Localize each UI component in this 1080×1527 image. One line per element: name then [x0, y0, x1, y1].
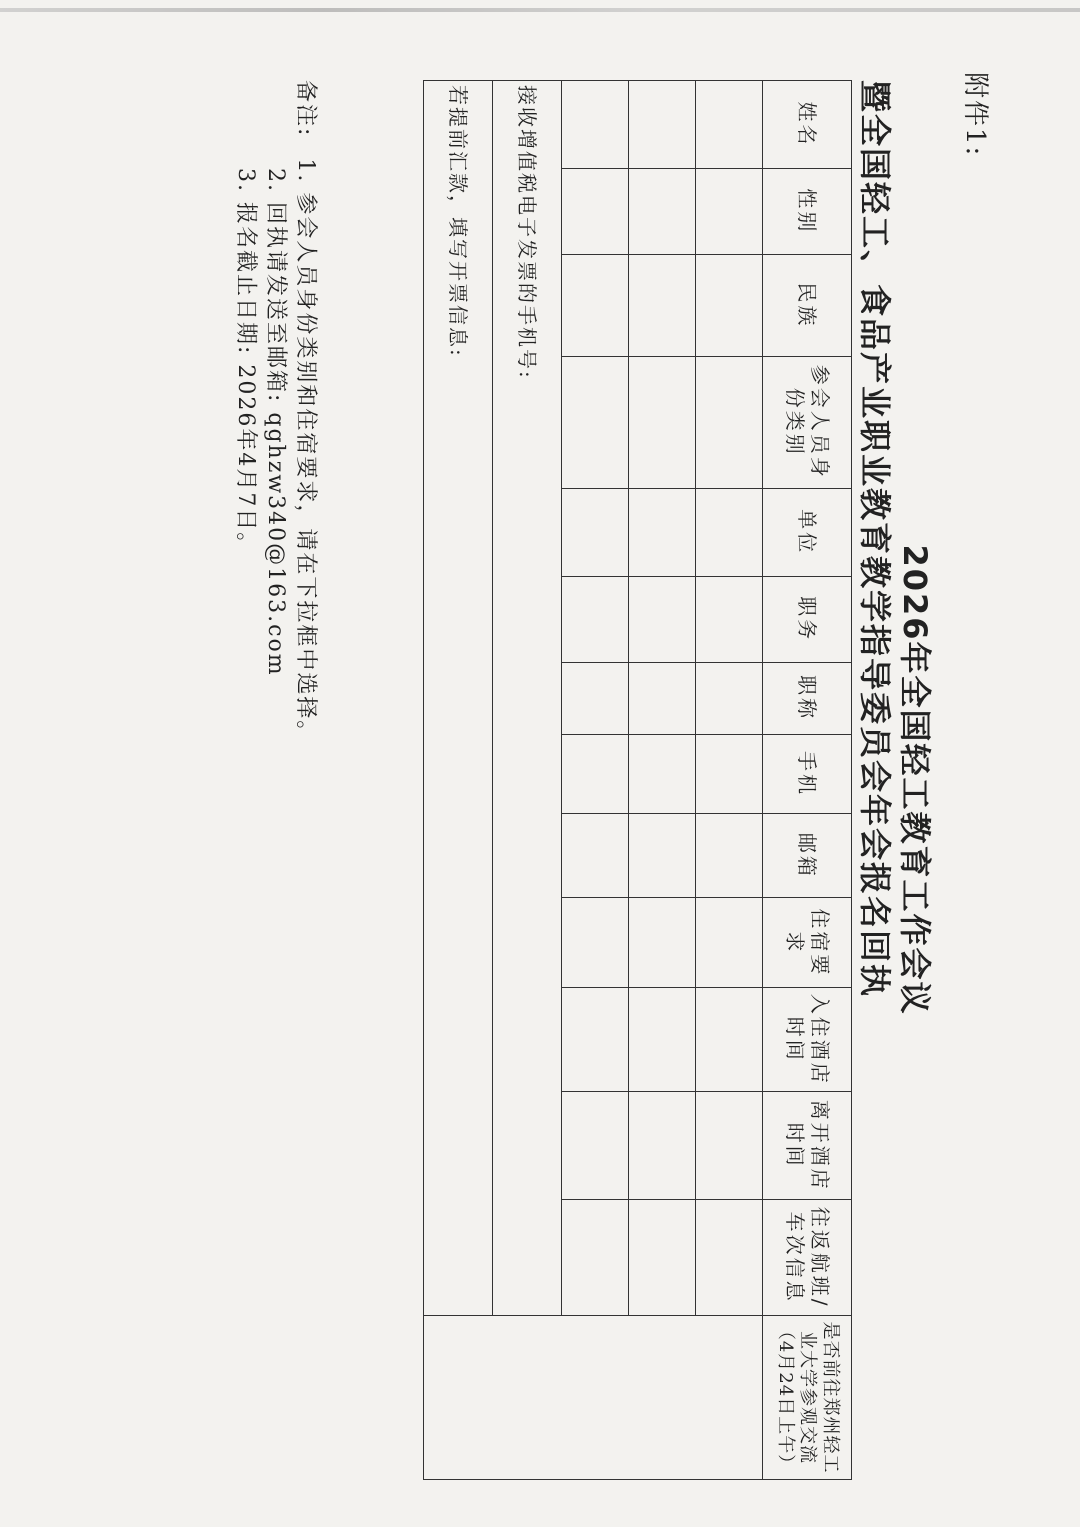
- header-accommodation: 住宿要求: [763, 898, 852, 988]
- table-cell[interactable]: [562, 988, 629, 1092]
- header-email: 邮箱: [763, 814, 852, 898]
- table-cell[interactable]: [629, 168, 696, 254]
- header-row: [763, 81, 852, 1480]
- header-identity-category: 参会人员身份类别: [763, 356, 852, 488]
- table-cell[interactable]: [629, 488, 696, 576]
- note-item: 3. 报名截止日期: 2026年4月7日。: [233, 168, 258, 557]
- invoice-phone-row: [493, 81, 562, 1480]
- table-cell[interactable]: [696, 254, 763, 356]
- table-cell[interactable]: [696, 488, 763, 576]
- table-cell[interactable]: [629, 1200, 696, 1316]
- header-visit-question: 是否前往郑州轻工业大学参观交流（4月24日上午）: [763, 1316, 852, 1480]
- table-cell[interactable]: [629, 356, 696, 488]
- rotated-form: [80, 60, 1000, 1500]
- table-cell[interactable]: [696, 168, 763, 254]
- header-checkin-time: 入住酒店时间: [763, 988, 852, 1092]
- table-cell[interactable]: [562, 254, 629, 356]
- table-cell[interactable]: [696, 814, 763, 898]
- title-line-1: 2026年全国轻工教育工作会议: [896, 544, 934, 1016]
- header-checkout-time: 离开酒店时间: [763, 1092, 852, 1200]
- table-cell[interactable]: [562, 898, 629, 988]
- table-cell[interactable]: [629, 988, 696, 1092]
- table-cell[interactable]: [696, 898, 763, 988]
- header-ethnicity: 民族: [763, 254, 852, 356]
- attachment-label: 附件1:: [960, 72, 990, 158]
- table-cell[interactable]: [562, 488, 629, 576]
- table-cell[interactable]: [629, 1092, 696, 1200]
- table-cell[interactable]: [629, 898, 696, 988]
- table-cell[interactable]: [696, 662, 763, 734]
- table-cell[interactable]: [562, 1092, 629, 1200]
- table-cell[interactable]: [629, 576, 696, 662]
- table-cell[interactable]: [562, 81, 629, 169]
- table-cell[interactable]: [562, 356, 629, 488]
- invoice-info-field[interactable]: 若提前汇款，填写开票信息:: [424, 81, 493, 1316]
- title-line-2: 暨全国轻工、食品产业职业教育教学指导委员会年会报名回执: [856, 80, 894, 999]
- table-cell[interactable]: [562, 734, 629, 814]
- table-cell[interactable]: [629, 662, 696, 734]
- table-cell[interactable]: [562, 168, 629, 254]
- table-cell[interactable]: [562, 1200, 629, 1316]
- table-row: [696, 81, 763, 1480]
- table-cell[interactable]: [629, 734, 696, 814]
- table-cell[interactable]: [562, 662, 629, 734]
- table-cell[interactable]: [696, 81, 763, 169]
- table-row: [562, 81, 629, 1480]
- table-cell[interactable]: [629, 814, 696, 898]
- registration-table: [423, 80, 852, 1480]
- table-cell[interactable]: [562, 576, 629, 662]
- notes-block: [230, 80, 320, 744]
- table-cell[interactable]: [424, 1316, 763, 1480]
- note-line-1: [290, 80, 320, 744]
- header-travel-info: 往返航班/车次信息: [763, 1200, 852, 1316]
- invoice-info-row: [424, 81, 493, 1480]
- table-cell[interactable]: [629, 81, 696, 169]
- table-cell[interactable]: [696, 1200, 763, 1316]
- note-item: 1. 参会人员身份类别和住宿要求，请在下拉框中选择。: [293, 158, 318, 745]
- header-name: 姓名: [763, 81, 852, 169]
- notes-prefix: 备注:: [293, 80, 318, 138]
- header-organization: 单位: [763, 488, 852, 576]
- note-item: 2. 回执请发送至邮箱: qghzw340@163.com: [263, 168, 288, 677]
- header-gender: 性别: [763, 168, 852, 254]
- table-row: [629, 81, 696, 1480]
- table-cell[interactable]: [696, 988, 763, 1092]
- table-cell[interactable]: [696, 356, 763, 488]
- header-position: 职务: [763, 576, 852, 662]
- header-title: 职称: [763, 662, 852, 734]
- table-cell[interactable]: [562, 814, 629, 898]
- table-cell[interactable]: [696, 576, 763, 662]
- table-cell[interactable]: [696, 734, 763, 814]
- header-mobile: 手机: [763, 734, 852, 814]
- scan-edge-line: [0, 8, 1080, 12]
- table-cell[interactable]: [629, 254, 696, 356]
- invoice-phone-field[interactable]: 接收增值税电子发票的手机号:: [493, 81, 562, 1316]
- table-cell[interactable]: [696, 1092, 763, 1200]
